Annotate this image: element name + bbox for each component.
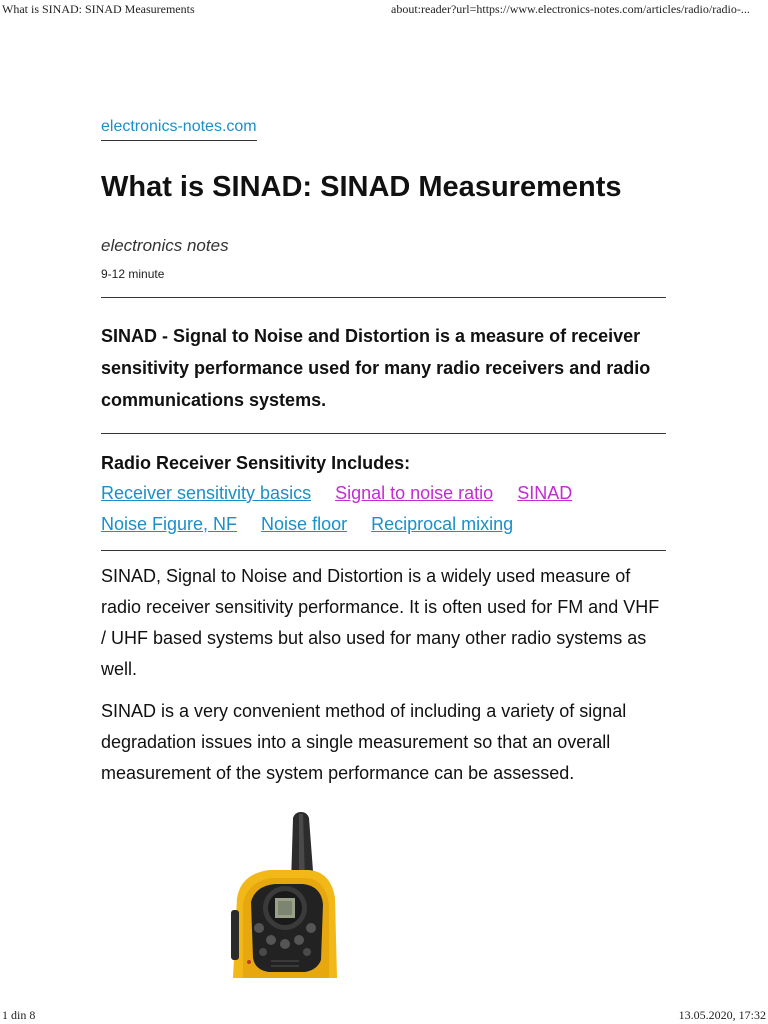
divider	[101, 550, 666, 551]
print-datetime: 13.05.2020, 17:32	[678, 1008, 766, 1022]
divider	[101, 297, 666, 298]
print-footer	[0, 1006, 768, 1024]
article-byline: electronics notes	[101, 236, 229, 255]
link-noise-floor[interactable]: Noise floor	[261, 514, 348, 534]
link-receiver-sensitivity-basics[interactable]: Receiver sensitivity basics	[101, 483, 312, 503]
body-paragraph: SINAD is a very convenient method of including a variety of signal degradation issues into a single measurement so that an overall measurement of the system performance can be assessed.	[101, 701, 627, 783]
reading-time: 9-12 minute	[101, 267, 165, 281]
domain-link[interactable]: electronics-notes.com	[101, 118, 257, 141]
article-title: What is SINAD: SINAD Measurements	[101, 171, 622, 203]
print-header-title: What is SINAD: SINAD Measurements	[2, 2, 195, 16]
link-signal-to-noise-ratio[interactable]: Signal to noise ratio	[335, 483, 494, 503]
link-sinad[interactable]: SINAD	[517, 483, 573, 503]
link-reciprocal-mixing[interactable]: Reciprocal mixing	[371, 514, 514, 534]
print-header-url: about:reader?url=https://www.electronics-notes.com/articles/radio/radio-...	[391, 2, 750, 16]
lead-paragraph: SINAD - Signal to Noise and Distortion is a measure of receiver sensitivity performance used for many radio receivers and radio communications systems.	[101, 326, 651, 410]
body-paragraph: SINAD, Signal to Noise and Distortion is a widely used measure of radio receiver sensitivity performance. It is often used for FM and VHF / UHF based systems but also used for many other radio systems as well.	[101, 566, 660, 679]
related-links-heading: Radio Receiver Sensitivity Includes:	[101, 453, 411, 473]
related-links-box	[101, 448, 666, 540]
related-links-row	[101, 478, 666, 509]
divider	[101, 433, 666, 434]
walkie-talkie-image	[219, 800, 359, 978]
reader-article	[101, 118, 666, 789]
print-header	[0, 0, 768, 18]
related-links-row	[101, 509, 666, 540]
link-noise-figure[interactable]: Noise Figure, NF	[101, 514, 238, 534]
page-number: 1 din 8	[2, 1008, 36, 1022]
